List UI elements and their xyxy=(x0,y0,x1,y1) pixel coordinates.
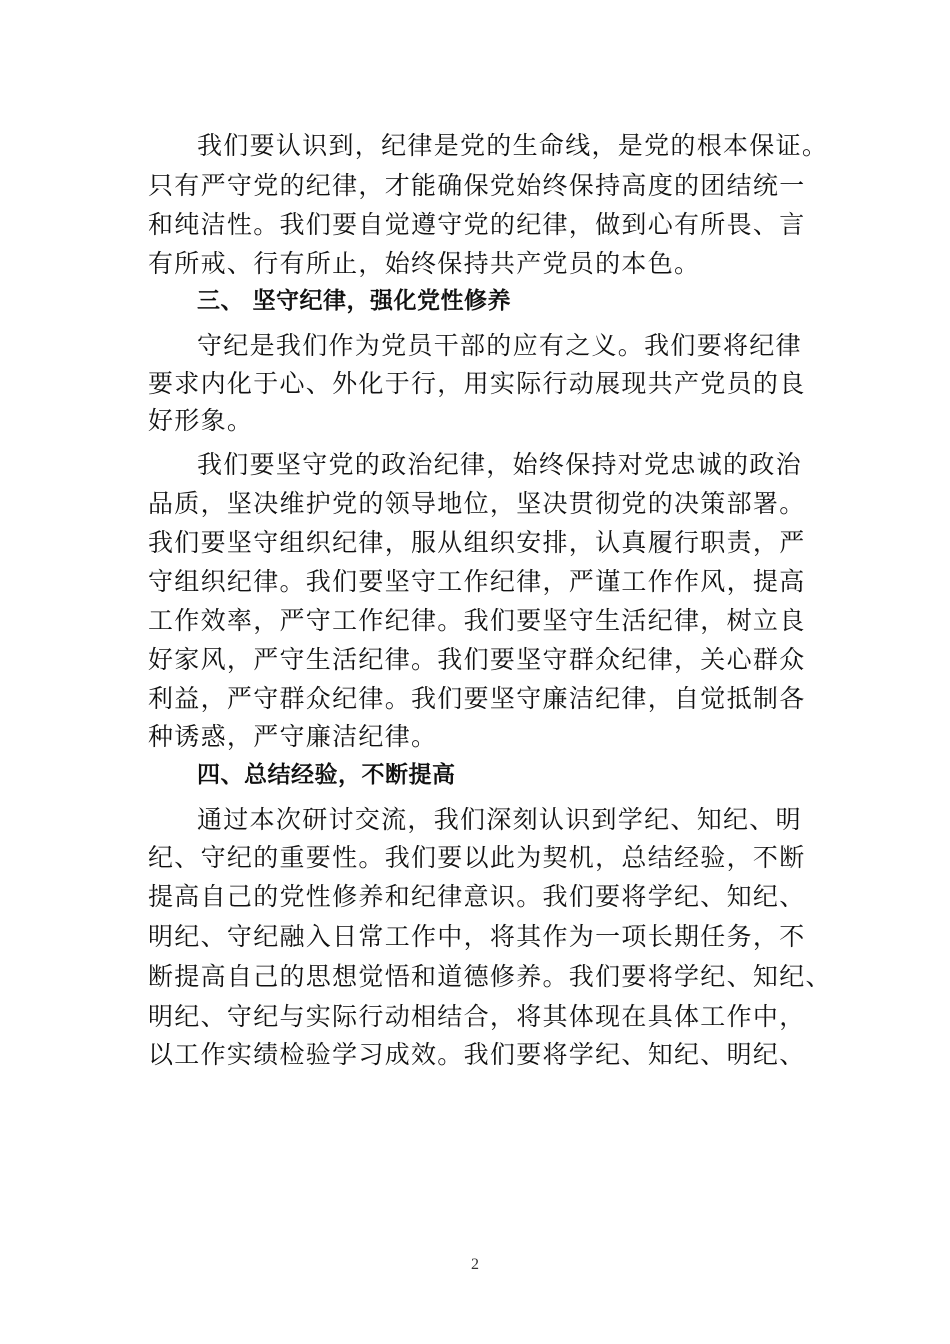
paragraph-line: 通过本次研讨交流，我们深刻认识到学纪、知纪、明 xyxy=(197,805,802,834)
paragraph-line: 工作效率，严守工作纪律。我们要坚守生活纪律，树立良 xyxy=(148,606,806,635)
section-heading-4: 四、总结经验，不断提高 xyxy=(197,762,456,788)
paragraph-line: 我们要认识到，纪律是党的生命线，是党的根本保证。 xyxy=(197,131,829,160)
paragraph-line: 种诱惑，严守廉洁纪律。 xyxy=(148,722,438,751)
paragraph-line: 明纪、守纪融入日常工作中，将其作为一项长期任务，不 xyxy=(148,922,806,951)
paragraph-line: 纪、守纪的重要性。我们要以此为契机，总结经验，不断 xyxy=(148,843,806,872)
section-heading-3: 三、 坚守纪律，强化党性修养 xyxy=(197,288,512,314)
paragraph-line: 要求内化于心、外化于行，用实际行动展现共产党员的良 xyxy=(148,369,806,398)
paragraph-line: 我们要坚守组织纪律，服从组织安排，认真履行职责，严 xyxy=(148,528,806,557)
paragraph-line: 守组织纪律。我们要坚守工作纪律，严谨工作作风，提高 xyxy=(148,567,806,596)
paragraph-line: 我们要坚守党的政治纪律，始终保持对党忠诚的政治 xyxy=(197,450,802,479)
paragraph-line: 只有严守党的纪律，才能确保党始终保持高度的团结统一 xyxy=(148,171,806,200)
paragraph-line: 断提高自己的思想觉悟和道德修养。我们要将学纪、知纪、 xyxy=(148,962,832,991)
paragraph-line: 和纯洁性。我们要自觉遵守党的纪律，做到心有所畏、言 xyxy=(148,210,806,239)
paragraph-line: 以工作实绩检验学习成效。我们要将学纪、知纪、明纪、 xyxy=(148,1040,806,1069)
page-number: 2 xyxy=(471,1256,479,1273)
paragraph-line: 明纪、守纪与实际行动相结合，将其体现在具体工作中， xyxy=(148,1002,806,1031)
paragraph-line: 好家风，严守生活纪律。我们要坚守群众纪律，关心群众 xyxy=(148,645,806,674)
paragraph-line: 守纪是我们作为党员干部的应有之义。我们要将纪律 xyxy=(197,331,802,360)
paragraph-line: 好形象。 xyxy=(148,406,254,435)
paragraph-line: 提高自己的党性修养和纪律意识。我们要将学纪、知纪、 xyxy=(148,882,806,911)
paragraph-line: 有所戒、行有所止，始终保持共产党员的本色。 xyxy=(148,249,701,278)
paragraph-line: 利益，严守群众纪律。我们要坚守廉洁纪律，自觉抵制各 xyxy=(148,684,806,713)
paragraph-line: 品质，坚决维护党的领导地位，坚决贯彻党的决策部署。 xyxy=(148,489,806,518)
